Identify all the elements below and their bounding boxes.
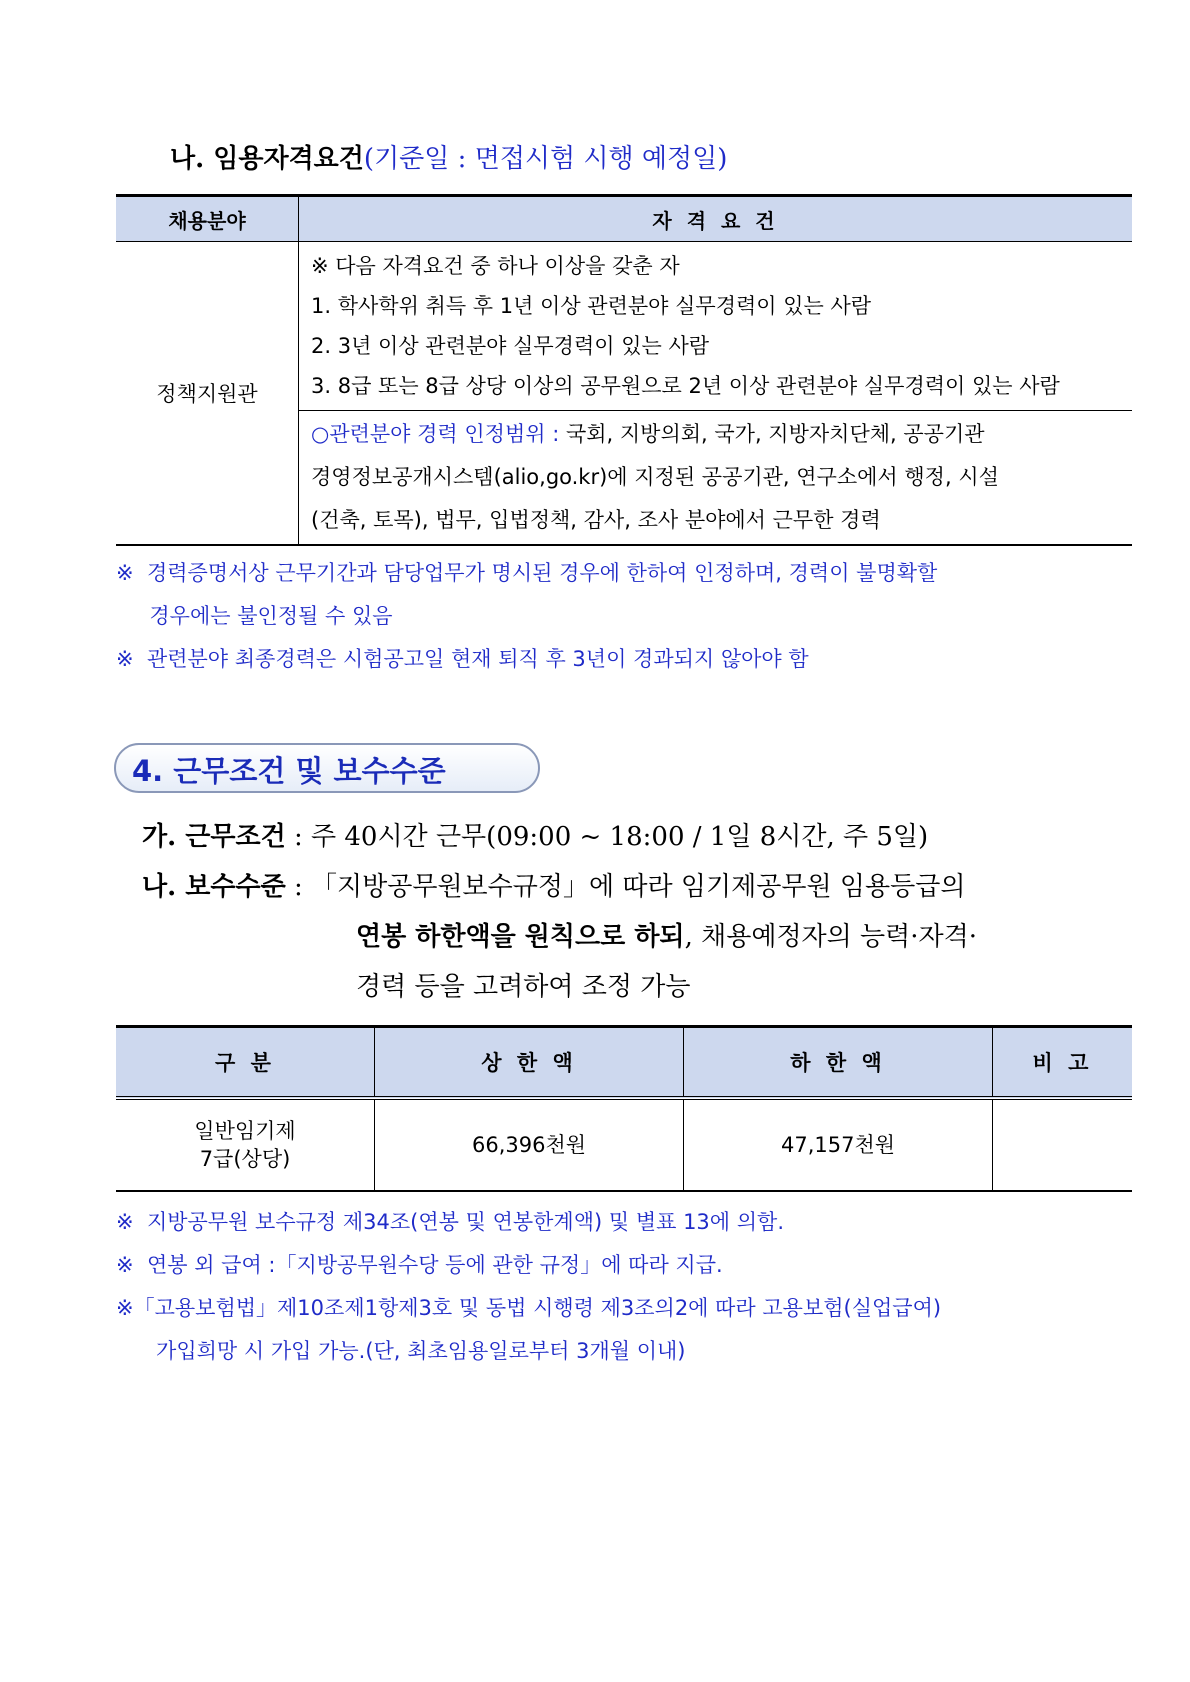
note-line: ※ 지방공무원 보수규정 제34조(연봉 및 연봉한계액) 및 별표 13에 의함. bbox=[116, 1210, 785, 1234]
work-conditions-text: : 주 40시간 근무(09:00 ~ 18:00 / 1일 8시간, 주 5일) bbox=[285, 822, 929, 852]
table-header-row bbox=[116, 196, 1132, 242]
header-field: 채용분야 bbox=[116, 196, 299, 242]
category-line: 일반임기제 bbox=[194, 1119, 296, 1143]
header-requirements: 자 격 요 건 bbox=[299, 196, 1133, 242]
salary-level-line-3: 경력 등을 고려하여 조정 가능 bbox=[356, 972, 691, 1002]
requirements-cell bbox=[299, 242, 1133, 411]
table-row bbox=[116, 1098, 1132, 1191]
notes-top bbox=[116, 552, 937, 681]
salary-level-text: , 채용예정자의 능력·자격· bbox=[684, 922, 978, 952]
requirement-line: ※ 다음 자격요건 중 하나 이상을 갖춘 자 bbox=[311, 254, 680, 278]
note-line: ※ 관련분야 최종경력은 시험공고일 현재 퇴직 후 3년이 경과되지 않아야 함 bbox=[116, 647, 809, 671]
header-category: 구 분 bbox=[116, 1027, 375, 1099]
work-conditions-label: 가. 근무조건 bbox=[142, 822, 286, 852]
remark-cell bbox=[993, 1098, 1133, 1191]
requirement-line: 3. 8급 또는 8급 상당 이상의 공무원으로 2년 이상 관련분야 실무경력이 있는 사람 bbox=[311, 374, 1060, 398]
note-line: ※ 경력증명서상 근무기간과 담당업무가 명시된 경우에 한하여 인정하며, 경력이 불명확할 bbox=[116, 561, 938, 585]
upper-cell: 66,396천원 bbox=[375, 1098, 684, 1191]
range-text: 국회, 지방의회, 국가, 지방자치단체, 공공기관 bbox=[559, 422, 985, 446]
table-header-row bbox=[116, 1027, 1132, 1099]
salary-level bbox=[142, 866, 965, 903]
requirement-line: 2. 3년 이상 관련분야 실무경력이 있는 사람 bbox=[311, 334, 710, 358]
range-text: (건축, 토목), 법무, 입법정책, 감사, 조사 분야에서 근무한 경력 bbox=[311, 508, 881, 532]
section-note: (기준일 : 면접시험 시행 예정일) bbox=[363, 144, 728, 174]
salary-table bbox=[116, 1025, 1132, 1192]
field-cell: 정책지원관 bbox=[116, 242, 299, 546]
salary-level-bold-text: 연봉 하한액을 원칙으로 하되 bbox=[356, 922, 685, 952]
notes-bottom bbox=[116, 1201, 941, 1373]
experience-range-cell bbox=[299, 411, 1133, 546]
section-title: 나. 임용자격요건 bbox=[170, 144, 364, 174]
qualification-table bbox=[116, 194, 1132, 546]
category-line: 7급(상당) bbox=[199, 1147, 291, 1171]
section-4-title: 4. 근무조건 및 보수수준 bbox=[132, 754, 446, 788]
table-row bbox=[116, 242, 1132, 411]
salary-level-line-2 bbox=[356, 916, 977, 953]
salary-level-text: : 「지방공무원보수규정」에 따라 임기제공무원 임용등급의 bbox=[285, 872, 966, 902]
header-remark: 비 고 bbox=[993, 1027, 1133, 1099]
range-text: 경영정보공개시스템(alio,go.kr)에 지정된 공공기관, 연구소에서 행정, 시설 bbox=[311, 465, 999, 489]
header-upper: 상 한 액 bbox=[375, 1027, 684, 1099]
category-cell bbox=[116, 1098, 375, 1191]
note-line: 가입희망 시 가입 가능.(단, 최초임용일로부터 3개월 이내) bbox=[116, 1339, 686, 1363]
section-heading-qualifications bbox=[170, 138, 727, 175]
note-line: 경우에는 불인정될 수 있음 bbox=[116, 604, 393, 628]
requirement-line: 1. 학사학위 취득 후 1년 이상 관련분야 실무경력이 있는 사람 bbox=[311, 294, 872, 318]
header-lower: 하 한 액 bbox=[684, 1027, 993, 1099]
salary-level-label: 나. 보수수준 bbox=[142, 872, 286, 902]
note-line: ※ 연봉 외 급여 :「지방공무원수당 등에 관한 규정」에 따라 지급. bbox=[116, 1253, 723, 1277]
note-line: ※「고용보험법」제10조제1항제3호 및 동법 시행령 제3조의2에 따라 고용보험(실업급여) bbox=[116, 1296, 942, 1320]
lower-cell: 47,157천원 bbox=[684, 1098, 993, 1191]
range-label: ○관련분야 경력 인정범위 : bbox=[311, 422, 560, 446]
work-conditions bbox=[142, 816, 928, 853]
